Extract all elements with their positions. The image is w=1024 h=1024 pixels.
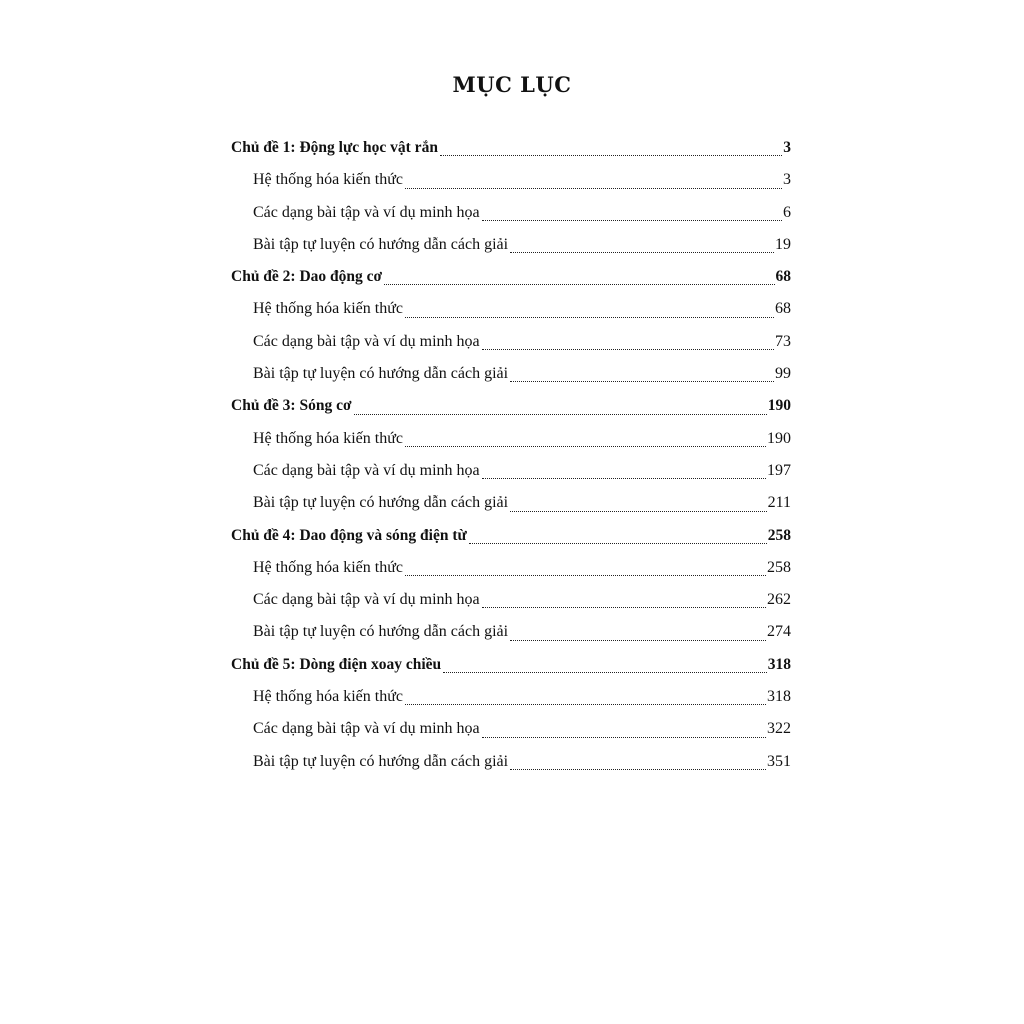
toc-page-number: 19: [775, 235, 791, 253]
toc-page-number: 211: [767, 494, 791, 512]
toc-page-number: 197: [767, 461, 791, 479]
toc-page-number: 99: [775, 365, 791, 383]
toc-chapter-label: Chủ đề 2: Dao động cơ: [231, 268, 383, 286]
toc-page-number: 3: [783, 139, 791, 156]
toc-section[interactable]: [231, 326, 791, 358]
toc-section[interactable]: [231, 455, 791, 487]
toc-chapter-label: Chủ đề 5: Dòng điện xoay chiều: [231, 655, 442, 673]
dot-leader: [482, 737, 766, 738]
toc-section-label: Bài tập tự luyện có hướng dẫn cách giải: [253, 623, 509, 641]
toc-section[interactable]: [231, 746, 791, 778]
toc-page-number: 6: [783, 203, 791, 221]
toc-chapter-5[interactable]: [231, 649, 791, 681]
toc-chapter-2[interactable]: [231, 261, 791, 293]
toc-page-number: 73: [775, 332, 791, 350]
toc-page-number: 318: [767, 688, 791, 706]
toc-section[interactable]: [231, 681, 791, 713]
toc-chapter-label: Chủ đề 1: Động lực học vật rắn: [231, 139, 438, 156]
toc-section-label: Bài tập tự luyện có hướng dẫn cách giải: [253, 494, 509, 512]
dot-leader: [510, 769, 766, 770]
toc-section-label: Hệ thống hóa kiến thức: [253, 171, 403, 189]
toc-page-number: 3: [783, 171, 791, 189]
dot-leader: [510, 381, 774, 382]
page-title: MỤC LỤC: [452, 72, 572, 97]
toc-page-number: 190: [767, 429, 791, 447]
toc-chapter-label: Chủ đề 3: Sóng cơ: [231, 397, 352, 415]
toc-section-label: Các dạng bài tập và ví dụ minh họa: [253, 203, 480, 221]
dot-leader: [510, 640, 766, 641]
dot-leader: [482, 220, 782, 221]
dot-leader: [510, 511, 767, 512]
toc-chapter-3[interactable]: [231, 390, 791, 422]
toc-section-label: Các dạng bài tập và ví dụ minh họa: [253, 332, 480, 350]
toc-section-label: Bài tập tự luyện có hướng dẫn cách giải: [253, 235, 509, 253]
toc-page-number: 322: [767, 720, 791, 738]
toc-section-label: Hệ thống hóa kiến thức: [253, 429, 403, 447]
toc-section[interactable]: [231, 197, 791, 229]
toc-section-label: Hệ thống hóa kiến thức: [253, 558, 403, 576]
dot-leader: [482, 478, 766, 479]
dot-leader: [405, 704, 766, 705]
dot-leader: [354, 414, 767, 415]
dot-leader: [405, 188, 782, 189]
toc-section-label: Các dạng bài tập và ví dụ minh họa: [253, 461, 480, 479]
dot-leader: [405, 317, 774, 318]
toc-page-number: 68: [775, 268, 791, 286]
toc-page-number: 190: [767, 397, 791, 415]
toc-chapter-4[interactable]: [231, 520, 791, 552]
toc-page-number: 274: [767, 623, 791, 641]
toc-page-number: 258: [767, 526, 791, 544]
toc-page-number: 351: [767, 752, 791, 770]
dot-leader: [443, 672, 767, 673]
toc-section-label: Hệ thống hóa kiến thức: [253, 688, 403, 706]
table-of-contents: [231, 132, 791, 778]
toc-chapter-1[interactable]: [231, 132, 791, 164]
toc-section[interactable]: [231, 552, 791, 584]
dot-leader: [469, 543, 767, 544]
dot-leader: [482, 607, 766, 608]
toc-page-number: 262: [767, 591, 791, 609]
toc-section-label: Các dạng bài tập và ví dụ minh họa: [253, 591, 480, 609]
toc-page-number: 258: [767, 558, 791, 576]
toc-section[interactable]: [231, 164, 791, 196]
dot-leader: [510, 252, 774, 253]
dot-leader: [405, 446, 766, 447]
toc-section[interactable]: [231, 229, 791, 261]
toc-section-label: Hệ thống hóa kiến thức: [253, 300, 403, 318]
dot-leader: [440, 155, 782, 156]
toc-section-label: Bài tập tự luyện có hướng dẫn cách giải: [253, 365, 509, 383]
toc-page-number: 68: [775, 300, 791, 318]
toc-chapter-label: Chủ đề 4: Dao động và sóng điện từ: [231, 526, 467, 544]
toc-section-label: Bài tập tự luyện có hướng dẫn cách giải: [253, 752, 509, 770]
dot-leader: [405, 575, 766, 576]
toc-section[interactable]: [231, 616, 791, 648]
toc-section[interactable]: [231, 358, 791, 390]
toc-section[interactable]: [231, 584, 791, 616]
dot-leader: [384, 284, 774, 285]
toc-section[interactable]: [231, 487, 791, 519]
toc-section[interactable]: [231, 293, 791, 325]
toc-section-label: Các dạng bài tập và ví dụ minh họa: [253, 720, 480, 738]
toc-section[interactable]: [231, 423, 791, 455]
dot-leader: [482, 349, 774, 350]
toc-section[interactable]: [231, 713, 791, 745]
toc-page-number: 318: [767, 655, 791, 673]
